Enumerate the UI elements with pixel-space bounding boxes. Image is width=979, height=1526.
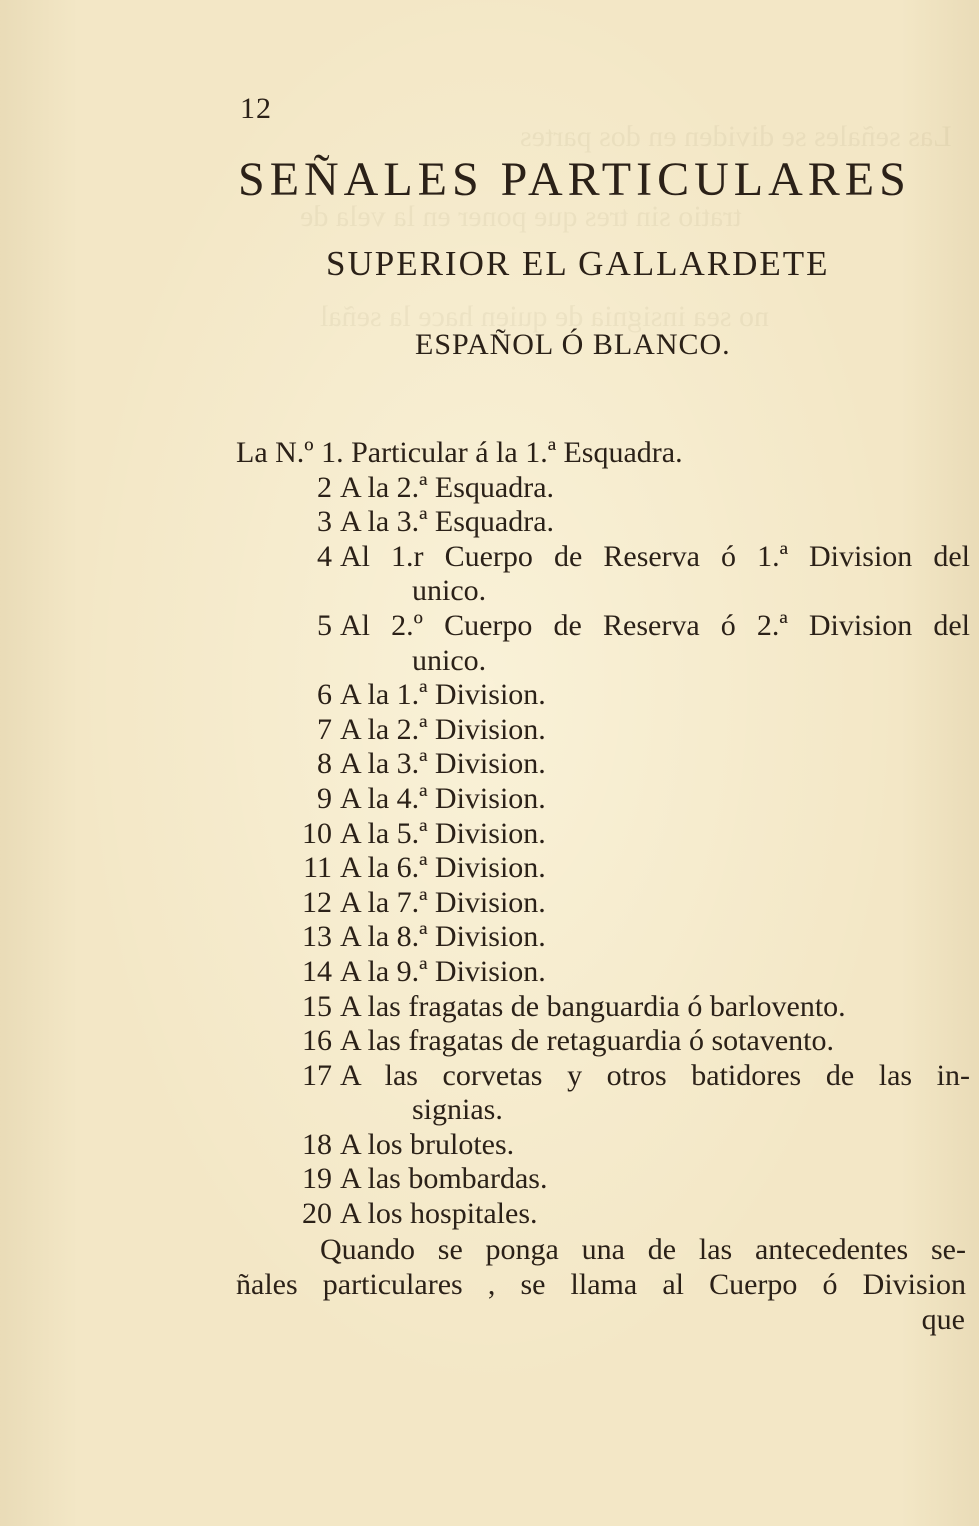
item-number: 10 [302, 816, 332, 850]
item-text: La N.º 1. Particular á la 1.ª Esquadra. [236, 436, 683, 469]
item-number: 14 [302, 954, 332, 988]
item-text: A la 7.ª Division. [340, 885, 546, 919]
item-number: 3 [317, 505, 332, 539]
show-through-text: tratio sin tres que poner en la vela de [300, 200, 742, 233]
item-text: Al 2.º Cuerpo de Reserva ó 2.ª Division del [340, 608, 970, 642]
item-number: 18 [302, 1127, 332, 1161]
item-number: 13 [302, 920, 332, 954]
list-item [236, 1128, 966, 1163]
item-number: 7 [317, 712, 332, 746]
item-text: A los brulotes. [340, 1127, 515, 1161]
item-number: 17 [302, 1058, 332, 1092]
item-number: 8 [317, 747, 332, 781]
item-text: A los hospitales. [340, 1197, 538, 1231]
item-number: 19 [302, 1162, 332, 1196]
list-item [236, 782, 966, 817]
item-text: A la 4.ª Division. [340, 781, 546, 815]
item-number: 16 [302, 1024, 332, 1058]
item-text: A la 9.ª Division. [340, 954, 546, 988]
item-text: A la 6.ª Division. [340, 851, 546, 885]
list-item [236, 436, 966, 471]
item-text: A las fragatas de banguardia ó barlovento. [340, 989, 846, 1023]
item-text: A la 5.ª Division. [340, 816, 546, 850]
item-text: A las bombardas. [340, 1162, 548, 1196]
item-number: 20 [302, 1197, 332, 1231]
item-continuation: unico. [412, 643, 487, 677]
list-item [236, 1024, 966, 1059]
item-text: A la 1.ª Division. [340, 678, 546, 712]
page-subtitle: SUPERIOR EL GALLARDETE [326, 244, 830, 283]
list-item [236, 1058, 970, 1094]
list-item [236, 920, 966, 955]
signal-list [236, 436, 970, 1232]
item-text: A la 8.ª Division. [340, 920, 546, 954]
item-text: A la 3.ª Division. [340, 747, 546, 781]
item-text: A las corvetas y otros batidores de las in- [340, 1058, 970, 1092]
item-number: 6 [317, 678, 332, 712]
list-item [236, 505, 966, 540]
list-item [236, 990, 966, 1025]
list-item [236, 1162, 966, 1197]
list-item [236, 539, 970, 575]
item-number: 12 [302, 885, 332, 919]
list-item [236, 955, 966, 990]
item-continuation: unico. [412, 574, 487, 608]
paragraph-line: Quando se ponga una de las antecedentes se- [320, 1233, 966, 1266]
list-item [236, 1197, 966, 1232]
page-subtitle-secondary: ESPAÑOL Ó BLANCO. [415, 328, 731, 361]
list-item [236, 817, 966, 852]
list-item [236, 851, 966, 886]
item-number: 2 [317, 470, 332, 504]
list-item [236, 678, 966, 713]
catchword: que [921, 1303, 965, 1336]
page-number: 12 [240, 92, 272, 125]
list-item [236, 713, 966, 748]
show-through-text: Las señales se dividen en dos partes [520, 120, 952, 153]
item-number: 4 [317, 539, 332, 573]
item-number: 9 [317, 781, 332, 815]
item-text: Al 1.r Cuerpo de Reserva ó 1.ª Division del [340, 539, 970, 573]
item-number: 11 [303, 851, 332, 885]
item-text: A la 2.ª Division. [340, 712, 546, 746]
page-title: SEÑALES PARTICULARES [238, 153, 911, 206]
item-text: A la 2.ª Esquadra. [340, 470, 555, 504]
paragraph-line: ñales particulares , se llama al Cuerpo ó Division [236, 1267, 966, 1301]
list-item [236, 608, 970, 644]
item-text: A la 3.ª Esquadra. [340, 505, 555, 539]
list-item [236, 471, 966, 506]
show-through-text: no sea insignia de quien hace la señal [320, 300, 770, 333]
item-continuation: signias. [412, 1093, 503, 1127]
list-item [236, 886, 966, 921]
item-number: 15 [302, 989, 332, 1023]
item-number: 5 [317, 608, 332, 642]
list-item [236, 747, 966, 782]
closing-paragraph [236, 1233, 966, 1302]
item-text: A las fragatas de retaguardia ó sotavento. [340, 1024, 834, 1058]
